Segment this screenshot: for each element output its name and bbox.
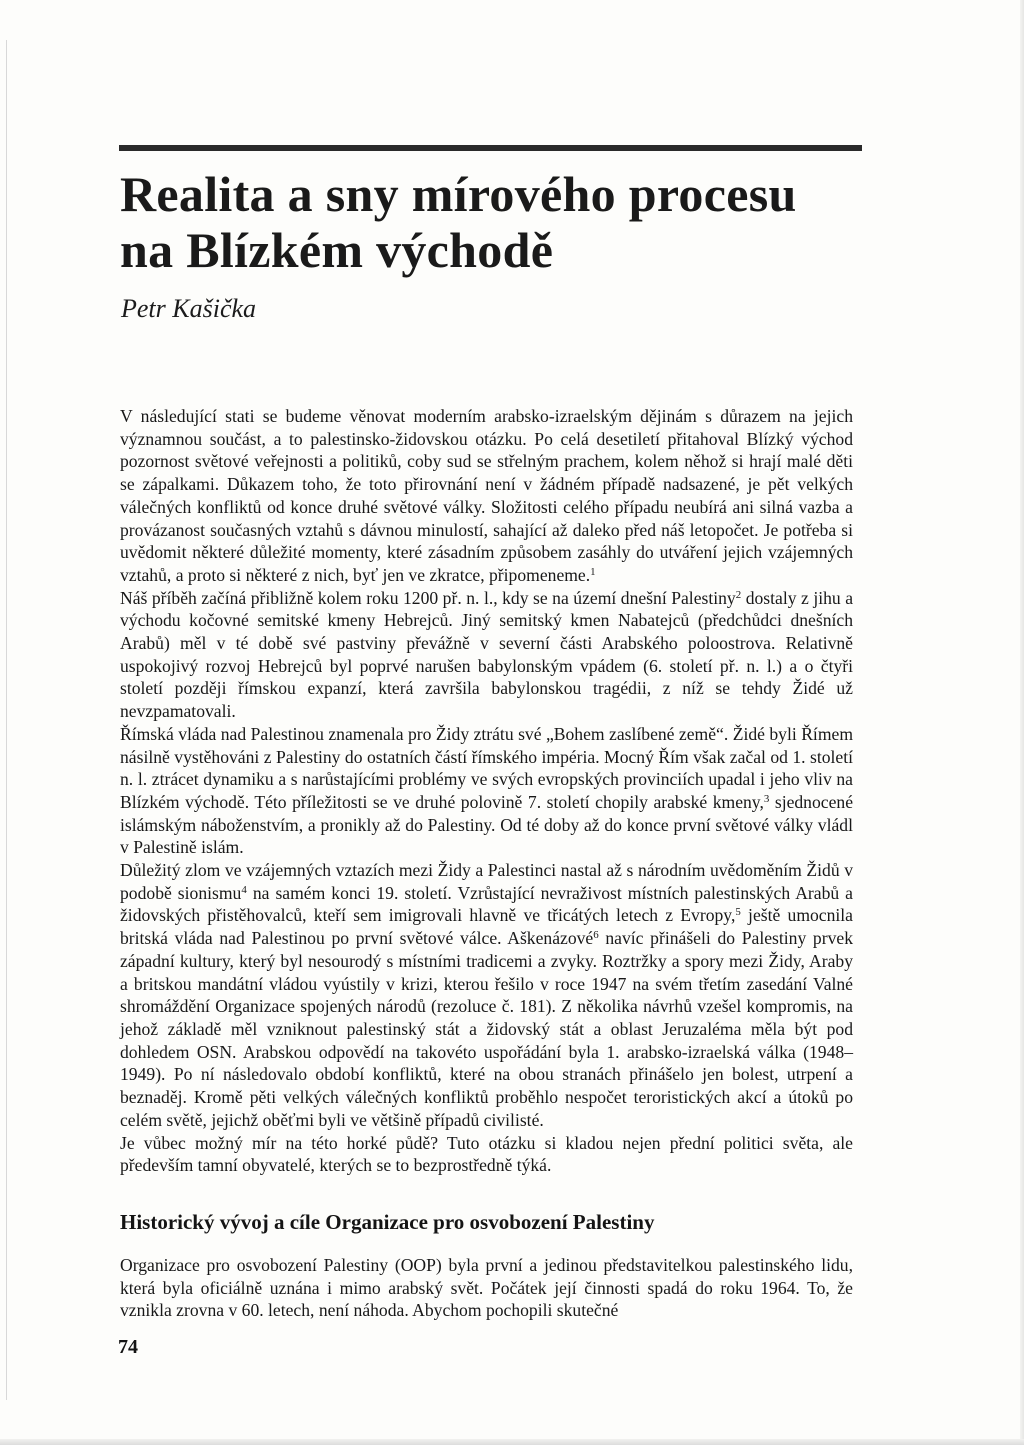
article-body [120,405,853,1177]
footnote-ref: 2 [735,588,742,601]
section-paragraph: Organizace pro osvobození Palestiny (OOP) byla první a jedinou představitelkou palestinského lidu, která byla oficiálně uznána i mimo arabský svět. Počátek její činnosti spadá do roku 1964. To, že vznikla zrovna v 60. letech, není náhoda. Abychom pochopili skutečné [120,1255,853,1321]
footnote-ref: 4 [241,883,247,896]
paragraph-text: sjednocené islámským náboženstvím, a pronikly až do Palestiny. Od té doby až do konce první světové války vládl v Palestině islám. [120,791,853,858]
paragraph-text: ještě umocnila britská vláda nad Palestinou po první světové válce. Aškenázové [120,905,853,949]
paragraph-text: dostaly z jihu a východu kočovné semitské kmeny Hebrejců. Jiný semitský kmen Nabatejců (předchůdci dnešních Arabů) měl v té době své pastviny převážně v severní části Arabského poloostrova. Relativně uspokojivý rozvoj Hebrejců byl poprvé narušen babylonským vpádem (6. století př. n. l.) a o čtyři století později římskou expanzí, která završila babylonskou tragédii, z níž se tehdy Židé už nevzpamatovali. [120,587,854,722]
scan-edge-bottom [0,1439,1024,1445]
paragraph-text: na samém konci 19. století. Vzrůstající nevraživost místních palestinských Arabů a židovských přistěhovalců, kteří sem imigrovali hlavně ve třicátých letech z Evropy, [120,882,853,926]
footnote-ref: 5 [735,906,741,919]
body-paragraph [120,405,853,587]
paragraph-text: Náš příběh začíná přibližně kolem roku 1200 př. n. l., kdy se na území dnešní Palestiny [120,587,736,608]
article-author: Petr Kašička [121,294,257,323]
article-title-line-1: Realita a sny mírového procesu [120,166,797,222]
footnote-ref: 6 [593,929,599,942]
paragraph-text: V následující stati se budeme věnovat moderním arabsko-izraelským dějinám s důrazem na jejich významnou součást, a to palestinsko-židovskou otázku. Po celá desetiletí přitahoval Blízký východ pozornost světové veřejnosti a politiků, coby sud se střelným prachem, kolem něhož si hrají malé děti se zápalkami. Důkazem toho, že toto přirovnání není v žádném případě nadsazené, je pět velkých válečných konfliktů od konce druhé světové války. Složitosti celého případu neubírá ani silná vazba a provázanost současných vztahů s dávnou minulostí, sahající až daleko před náš letopočet. Je potřeba si uvědomit některé důležité momenty, které zásadním způsobem zasáhly do utváření jejich vzájemných vztahů, a proto si některé z nich, byť jen ve zkratce, připomeneme. [120,406,853,585]
body-paragraph [120,1132,853,1177]
body-paragraph [120,723,853,859]
scan-edge-right [1020,0,1024,1445]
footnote-ref: 3 [763,792,770,805]
scan-edge-left [6,40,7,1400]
paragraph-text: Je vůbec možný mír na této horké půdě? Tuto otázku si kladou nejen přední politici světa, ale především tamní obyvatelé, kterých se to bezprostředně týká. [120,1132,853,1176]
article-title [120,166,880,278]
header-rule [119,145,862,151]
paragraph-text: Římská vláda nad Palestinou znamenala pro Židy ztrátu své „Bohem zaslíbené země“. Židé byli Římem násilně vystěhováni z Palestiny do ostatních částí římského impéria. Mocný Řím však začal od 1. století n. l. ztrácet dynamiku a s narůstajícími problémy ve svých evropských provinciích upadal i jeho vliv na Blízkém východě. Této příležitosti se ve druhé polovině 7. století chopily arabské kmeny, [120,723,853,812]
paragraph-text: Důležitý zlom ve vzájemných vztazích mezi Židy a Palestinci nastal až s národním uvědoměním Židů v podobě sionismu [120,860,853,903]
body-paragraph [120,859,853,1131]
footnote-ref: 1 [590,565,596,578]
section-body [120,1254,853,1322]
body-paragraph [120,587,853,723]
page-number: 74 [118,1336,138,1358]
section-heading: Historický vývoj a cíle Organizace pro osvobození Palestiny [120,1210,655,1234]
article-title-line-2: na Blízkém východě [120,222,554,278]
paragraph-text: navíc přinášeli do Palestiny prvek západní kultury, který byl nesourodý s místními tradicemi a zvyky. Roztržky a spory mezi Židy, Araby a britskou mandátní vládou vyústily v krizi, kterou řešilo v roce 1947 na svém třetím zasedání Valné shromáždění Organizace spojených národů (rezoluce č. 181). Z několika návrhů vzešel kompromis, na jehož základě měl vzniknout palestinský stát a židovský stát a oblast Jeruzaléma měla být pod dohledem OSN. Arabskou odpovědí na takovéto uspořádání byla 1. arabsko-izraelská válka (1948–1949). Po ní následovalo období konfliktů, které na obou stranách přinášelo jen bolest, utrpení a beznaděj. Kromě pěti velkých válečných konfliktů proběhlo nespočet teroristických akcí a útoků po celém světě, jejichž oběťmi byli ve většině případů civilisté. [120,928,853,1130]
